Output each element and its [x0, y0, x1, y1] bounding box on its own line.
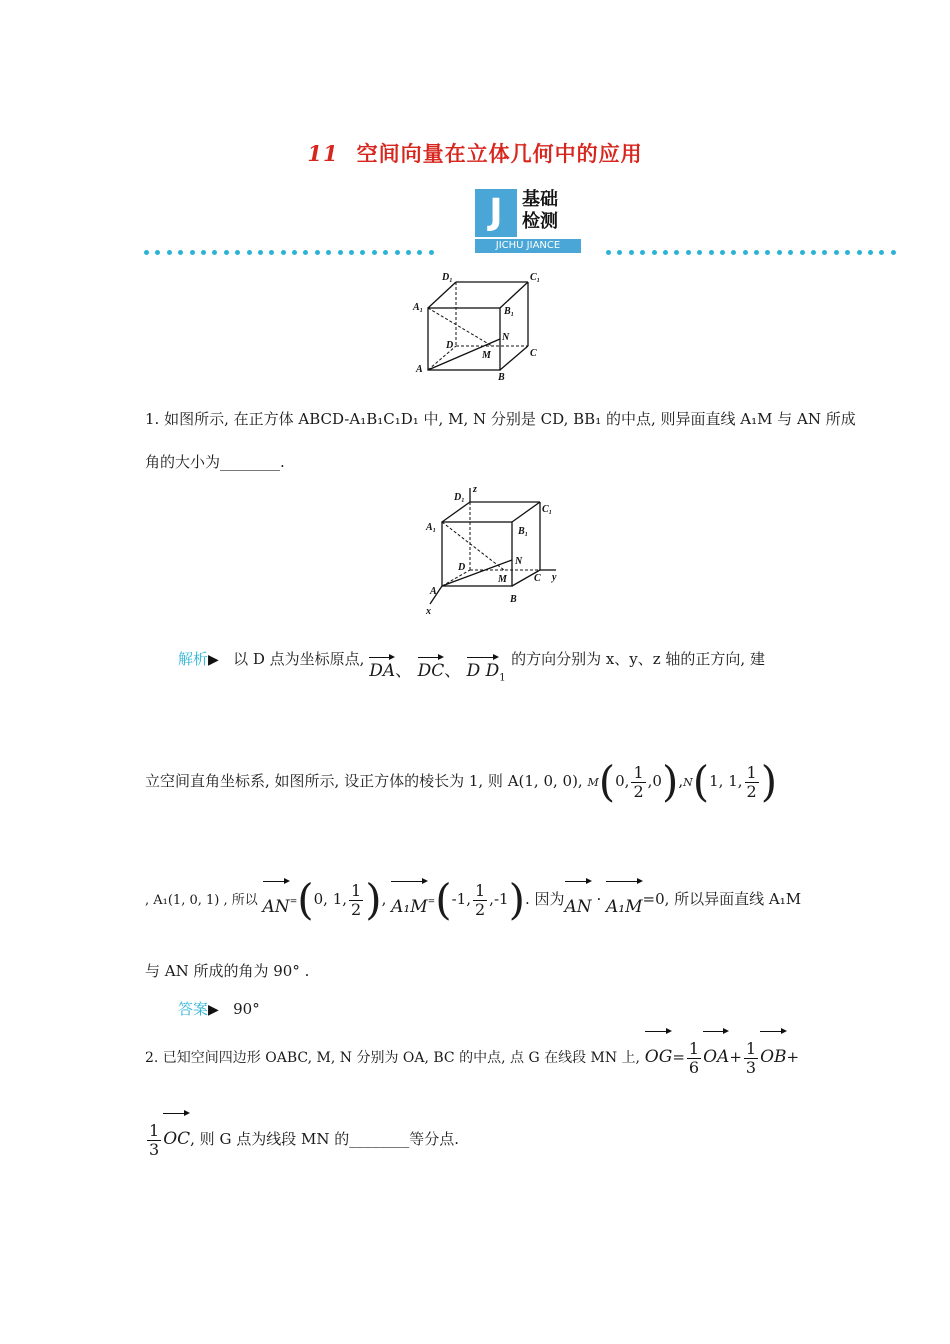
badge-line2: 检测 — [522, 211, 558, 232]
vector-A1M-2: A₁M — [606, 884, 643, 930]
q2-line2: $\frac{1}{3}$ OC, 则 G 点为线段 MN 的________等分点. — [145, 1116, 459, 1162]
q2-line1: 2. 已知空间四边形 OABC, M, N 分别为 OA, BC 的中点, 点 G 在线段 MN 上, OG= $\frac{1}{6}$ OA+ $\frac{1}{3}$ OB+ — [145, 1034, 799, 1080]
vector-DD1-sub: 1 — [499, 672, 506, 684]
label-M: M — [498, 574, 507, 585]
vector-DA: DA — [369, 661, 396, 681]
label-D1: D₁ — [442, 272, 453, 283]
section-title: 空间向量在立体几何中的应用 — [356, 141, 643, 166]
arrow-icon: ▶ — [208, 652, 219, 668]
vector-A1M: A₁M — [391, 884, 428, 930]
solution-text-2: 立空间直角坐标系, 如图所示, 设正方体的棱长为 1, 则 A(1, 0, 0), — [145, 772, 583, 790]
label-B: B — [498, 372, 505, 383]
label-y: y — [552, 572, 557, 583]
cube-figure-2 — [420, 484, 570, 619]
label-N: N — [515, 556, 523, 567]
vector-DC: DC — [417, 661, 445, 681]
vector-OB: OB — [760, 1034, 786, 1080]
answer-label: 答案 — [178, 1000, 209, 1018]
solution-text-1: 以 D 点为坐标原点, — [233, 650, 365, 668]
label-z: z — [473, 484, 477, 495]
vector-OC: OC — [163, 1116, 190, 1162]
solution-text-3-tail: =0, 所以异面直线 A₁M — [642, 890, 802, 908]
vector-AN: AN — [263, 884, 290, 930]
label-C: C — [530, 348, 537, 359]
solution-text-3: , A₁(1, 0, 1) , 所以 — [145, 893, 258, 908]
vector-AN-2: AN — [565, 884, 592, 930]
answer-value: 90° — [233, 1000, 260, 1018]
label-C1: C₁ — [542, 504, 553, 515]
q1-line2: 角的大小为________. — [145, 453, 285, 471]
answer-line — [178, 998, 260, 1021]
point-M: M — [587, 776, 599, 789]
cube-figure-1 — [410, 268, 550, 383]
label-D: D — [458, 562, 466, 573]
label-A: A — [416, 364, 423, 375]
q2-text: 2. 已知空间四边形 OABC, M, N 分别为 OA, BC 的中点, 点 G 在线段 MN 上, — [145, 1050, 641, 1066]
label-M: M — [482, 350, 491, 361]
label-N: N — [502, 332, 510, 343]
dot-operator: · — [596, 890, 602, 908]
dotted-divider-right — [606, 240, 916, 250]
arrow-icon: ▶ — [208, 1002, 219, 1018]
label-A1: A₁ — [426, 522, 437, 533]
label-B1: B₁ — [504, 306, 515, 317]
label-D: D — [446, 340, 454, 351]
solution-label: 解析 — [178, 650, 209, 668]
label-B: B — [510, 594, 517, 605]
section-number: 11 — [307, 141, 339, 166]
jichu-jiance-badge — [475, 189, 581, 253]
badge-pinyin: JICHU JIANCE — [475, 239, 581, 253]
dotted-divider-left — [144, 240, 454, 250]
label-x: x — [426, 606, 431, 617]
badge-text — [522, 189, 558, 233]
badge-letter: J — [475, 189, 517, 237]
label-C1: C₁ — [530, 272, 541, 283]
label-C: C — [534, 573, 541, 584]
vector-OG: OG — [645, 1034, 673, 1080]
point-N: N — [683, 776, 693, 789]
label-A1: A₁ — [413, 302, 424, 313]
q1-line1: 1. 如图所示, 在正方体 ABCD-A₁B₁C₁D₁ 中, M, N 分别是 CD, BB₁ 的中点, 则异面直线 A₁M 与 AN 所成 — [145, 410, 856, 428]
because-text: 因为 — [534, 890, 565, 908]
solution-line4: 与 AN 所成的角为 90° . — [145, 962, 310, 980]
solution-text-1-tail: 的方向分别为 x、y、z 轴的正方向, 建 — [511, 650, 765, 668]
page-title — [0, 138, 950, 168]
label-B1: B₁ — [518, 526, 529, 537]
q2-tail: , 则 G 点为线段 MN 的________等分点. — [190, 1130, 459, 1148]
badge-line1: 基础 — [522, 189, 558, 210]
solution-line2: 立空间直角坐标系, 如图所示, 设正方体的棱长为 1, 则 A(1, 0, 0), M(0, $\frac{1}{2}$ ,0),N(1, 1, $\frac{1}{2}$ ) — [145, 757, 778, 806]
solution-line1: 解析▶ 以 D 点为坐标原点, DA、 DC、 D $D_1$ 的方向分别为 x、y、z 轴的正方向, 建 — [178, 650, 765, 684]
label-A: A — [430, 586, 437, 597]
solution-line3: , A₁(1, 0, 1) , 所以 AN=(0, 1, $\frac{1}{2}$ ), A₁M=(-1, $\frac{1}{2}$ ,-1). 因为AN · A₁M=0, 所以异面直线 A₁M — [145, 876, 801, 922]
vector-OA: OA — [703, 1034, 729, 1080]
vector-DD1: D D — [466, 661, 500, 681]
label-D1: D₁ — [454, 492, 465, 503]
